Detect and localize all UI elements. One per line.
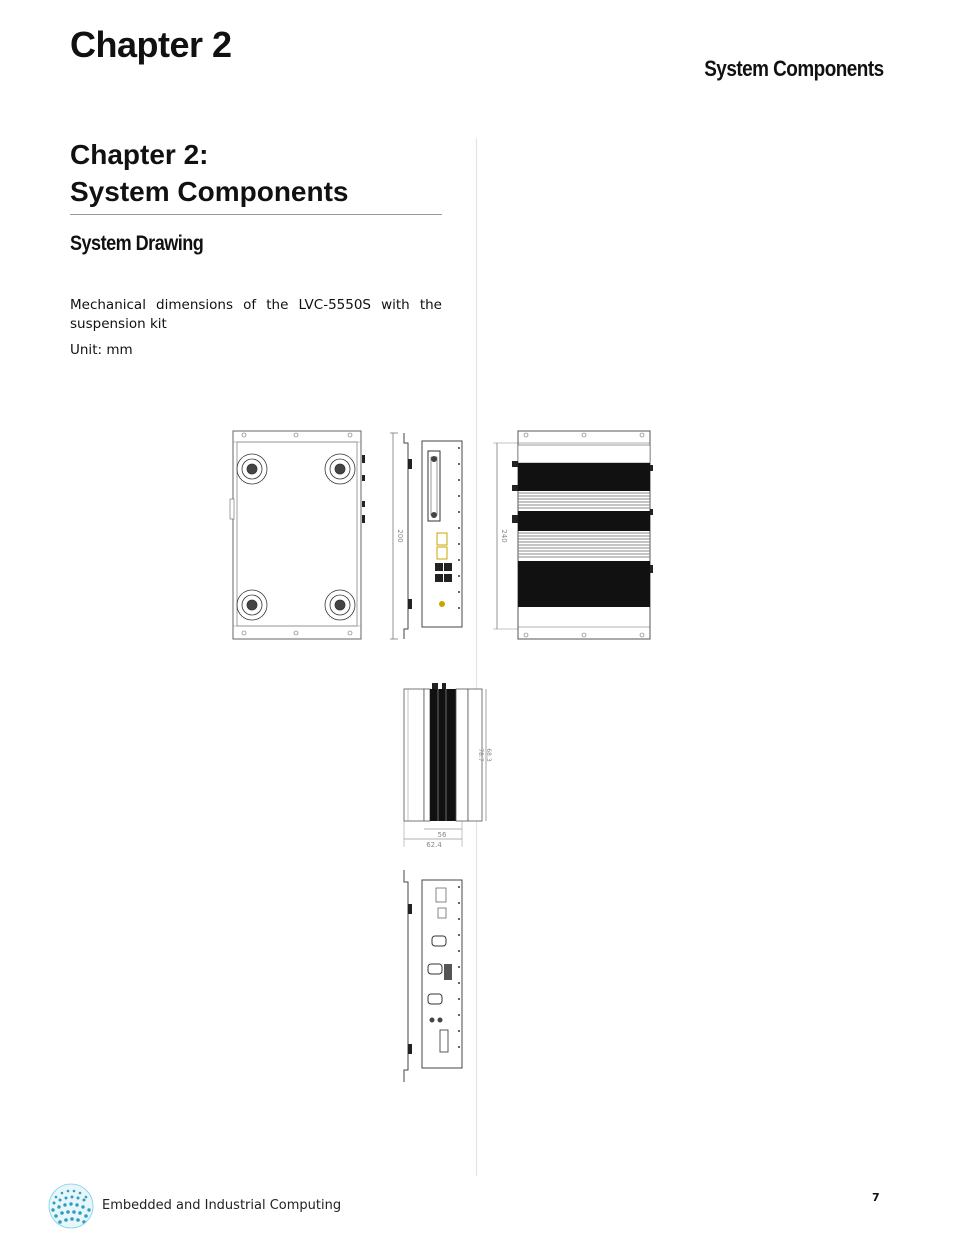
top-view-drawing — [490, 429, 656, 641]
dim-depth-label: 240 — [500, 529, 508, 543]
dim-width-a-label: 56 — [437, 831, 447, 839]
dim-side-b-label: 68.3 — [485, 748, 492, 762]
rear-view-drawing — [398, 868, 468, 1084]
title-line-1: Chapter 2: — [70, 139, 209, 170]
column-divider — [476, 138, 477, 1176]
dim-height-label: 200 — [396, 529, 404, 543]
section-header: System Components — [704, 56, 884, 81]
chapter-header: Chapter 2 — [70, 24, 232, 65]
dim-side-a-label: 78.7 — [477, 748, 484, 762]
subheading: System Drawing — [70, 232, 204, 255]
footer-tagline: Embedded and Industrial Computing — [102, 1198, 342, 1213]
dim-width-b-label: 62.4 — [426, 841, 442, 849]
page-number: 7 — [872, 1191, 880, 1204]
page-title — [70, 136, 442, 215]
body-paragraph: Mechanical dimensions of the LVC-5550S with the suspension kit — [70, 297, 442, 332]
unit-note: Unit: mm — [70, 342, 133, 358]
bottom-view-drawing — [230, 429, 364, 641]
side-view-drawing — [398, 681, 490, 851]
title-line-2: System Components — [70, 176, 349, 207]
front-view-drawing — [388, 429, 466, 643]
globe-logo-icon — [48, 1183, 94, 1229]
